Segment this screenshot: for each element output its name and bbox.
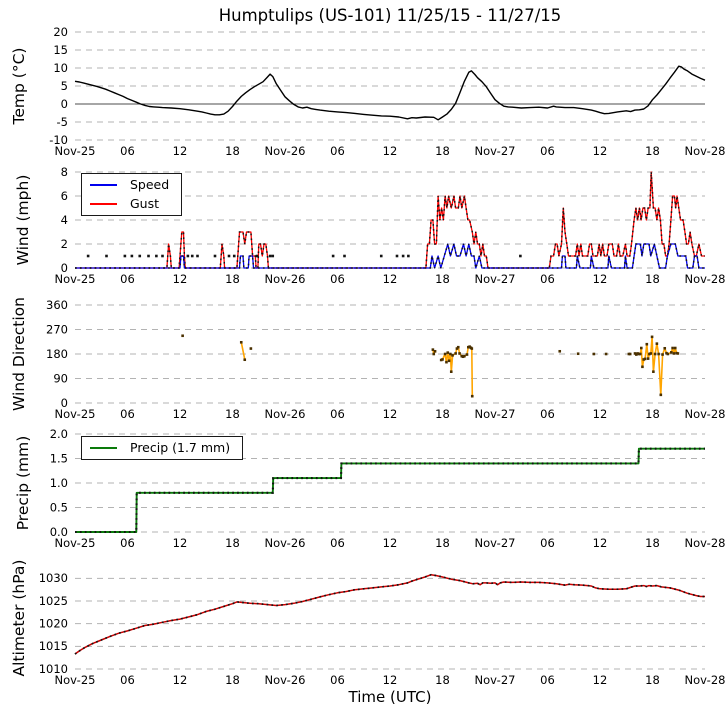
svg-text:18: 18 xyxy=(645,407,660,421)
svg-text:1025: 1025 xyxy=(38,593,68,608)
svg-text:0.5: 0.5 xyxy=(49,500,68,515)
svg-text:Nov-27: Nov-27 xyxy=(474,407,516,421)
legend-label-gust: Gust xyxy=(130,195,160,211)
svg-text:Nov-25: Nov-25 xyxy=(54,144,96,158)
svg-text:1020: 1020 xyxy=(38,616,68,631)
svg-text:1015: 1015 xyxy=(38,639,68,654)
svg-text:06: 06 xyxy=(120,272,135,286)
svg-text:06: 06 xyxy=(540,673,555,687)
svg-text:-10: -10 xyxy=(49,132,68,147)
svg-text:12: 12 xyxy=(382,407,398,421)
gust-line-icon xyxy=(90,203,117,205)
svg-text:2: 2 xyxy=(60,236,68,251)
svg-text:2.0: 2.0 xyxy=(49,426,68,441)
svg-text:12: 12 xyxy=(592,673,608,687)
svg-text:18: 18 xyxy=(645,673,660,687)
svg-text:20: 20 xyxy=(53,24,68,39)
svg-text:12: 12 xyxy=(592,536,608,550)
svg-text:-5: -5 xyxy=(56,114,68,129)
svg-text:Nov-25: Nov-25 xyxy=(54,536,96,550)
svg-text:18: 18 xyxy=(225,536,240,550)
svg-text:15: 15 xyxy=(53,42,68,57)
svg-text:12: 12 xyxy=(382,673,398,687)
svg-text:Nov-26: Nov-26 xyxy=(264,536,306,550)
svg-text:18: 18 xyxy=(645,536,660,550)
svg-text:18: 18 xyxy=(435,407,450,421)
svg-text:12: 12 xyxy=(172,144,188,158)
svg-text:Nov-25: Nov-25 xyxy=(54,272,96,286)
svg-text:12: 12 xyxy=(592,272,608,286)
svg-text:Nov-28: Nov-28 xyxy=(684,673,725,687)
y-axis-label-direction: Wind Direction xyxy=(10,297,28,411)
svg-text:90: 90 xyxy=(53,371,68,386)
svg-text:06: 06 xyxy=(120,536,135,550)
svg-text:Nov-25: Nov-25 xyxy=(54,407,96,421)
svg-text:18: 18 xyxy=(435,536,450,550)
svg-text:4: 4 xyxy=(60,212,68,227)
svg-text:12: 12 xyxy=(592,144,608,158)
svg-text:360: 360 xyxy=(46,297,68,312)
svg-text:12: 12 xyxy=(172,673,188,687)
svg-text:1.5: 1.5 xyxy=(49,451,68,466)
svg-text:06: 06 xyxy=(330,673,345,687)
legend-item-speed xyxy=(90,178,169,192)
chart-title: Humptulips (US-101) 11/25/15 - 11/27/15 xyxy=(218,6,562,25)
svg-text:18: 18 xyxy=(225,272,240,286)
svg-text:18: 18 xyxy=(435,144,450,158)
svg-text:06: 06 xyxy=(330,536,345,550)
x-axis-label: Time (UTC) xyxy=(348,688,432,706)
svg-text:Nov-27: Nov-27 xyxy=(474,536,516,550)
svg-text:Nov-26: Nov-26 xyxy=(264,144,306,158)
subplot-2 xyxy=(46,298,725,421)
svg-text:06: 06 xyxy=(540,144,555,158)
svg-text:06: 06 xyxy=(120,407,135,421)
svg-text:1030: 1030 xyxy=(38,571,68,586)
svg-text:270: 270 xyxy=(46,322,68,337)
svg-text:0: 0 xyxy=(60,395,68,410)
svg-text:0: 0 xyxy=(60,260,68,275)
svg-text:Nov-28: Nov-28 xyxy=(684,144,725,158)
subplot-4 xyxy=(39,571,725,687)
svg-text:Nov-26: Nov-26 xyxy=(264,673,306,687)
y-axis-label-temp: Temp (°C) xyxy=(10,47,28,125)
svg-text:0: 0 xyxy=(60,96,68,111)
svg-text:06: 06 xyxy=(330,144,345,158)
svg-text:06: 06 xyxy=(540,272,555,286)
svg-text:18: 18 xyxy=(225,673,240,687)
svg-text:18: 18 xyxy=(225,407,240,421)
svg-text:12: 12 xyxy=(172,272,188,286)
svg-text:Nov-27: Nov-27 xyxy=(474,673,516,687)
svg-text:Nov-28: Nov-28 xyxy=(684,272,725,286)
svg-text:0.0: 0.0 xyxy=(49,524,68,539)
svg-text:Nov-27: Nov-27 xyxy=(474,272,516,286)
svg-text:18: 18 xyxy=(435,272,450,286)
svg-text:1010: 1010 xyxy=(38,661,68,676)
svg-text:1.0: 1.0 xyxy=(49,475,68,490)
svg-text:18: 18 xyxy=(225,144,240,158)
precip-legend xyxy=(81,436,243,460)
svg-text:06: 06 xyxy=(120,144,135,158)
svg-text:Nov-25: Nov-25 xyxy=(54,673,96,687)
svg-text:12: 12 xyxy=(172,536,188,550)
svg-text:18: 18 xyxy=(645,272,660,286)
svg-text:180: 180 xyxy=(46,346,68,361)
y-axis-label-wind: Wind (mph) xyxy=(14,174,32,266)
svg-text:06: 06 xyxy=(330,407,345,421)
subplot-0 xyxy=(49,25,725,158)
svg-text:Nov-27: Nov-27 xyxy=(474,144,516,158)
svg-text:06: 06 xyxy=(540,407,555,421)
svg-text:Nov-26: Nov-26 xyxy=(264,407,306,421)
svg-text:Nov-26: Nov-26 xyxy=(264,272,306,286)
svg-text:5: 5 xyxy=(60,78,68,93)
legend-label-precip: Precip (1.7 mm) xyxy=(130,440,231,455)
svg-text:12: 12 xyxy=(382,144,398,158)
svg-text:12: 12 xyxy=(172,407,188,421)
svg-text:10: 10 xyxy=(53,60,68,75)
legend-item-precip xyxy=(90,441,230,455)
svg-text:06: 06 xyxy=(120,673,135,687)
wind-legend xyxy=(81,173,182,216)
legend-item-gust xyxy=(90,197,169,211)
svg-text:12: 12 xyxy=(382,536,398,550)
svg-text:12: 12 xyxy=(592,407,608,421)
precip-line-icon xyxy=(90,447,117,449)
svg-text:18: 18 xyxy=(645,144,660,158)
legend-label-speed: Speed xyxy=(130,177,170,192)
y-axis-label-precip: Precip (mm) xyxy=(14,435,32,531)
svg-text:Nov-28: Nov-28 xyxy=(684,536,725,550)
svg-text:6: 6 xyxy=(60,188,68,203)
svg-text:18: 18 xyxy=(435,673,450,687)
svg-text:06: 06 xyxy=(330,272,345,286)
y-axis-label-altimeter: Altimeter (hPa) xyxy=(10,559,28,677)
svg-text:Nov-28: Nov-28 xyxy=(684,407,725,421)
svg-text:06: 06 xyxy=(540,536,555,550)
svg-text:8: 8 xyxy=(60,164,68,179)
svg-text:12: 12 xyxy=(382,272,398,286)
speed-line-icon xyxy=(90,184,117,186)
